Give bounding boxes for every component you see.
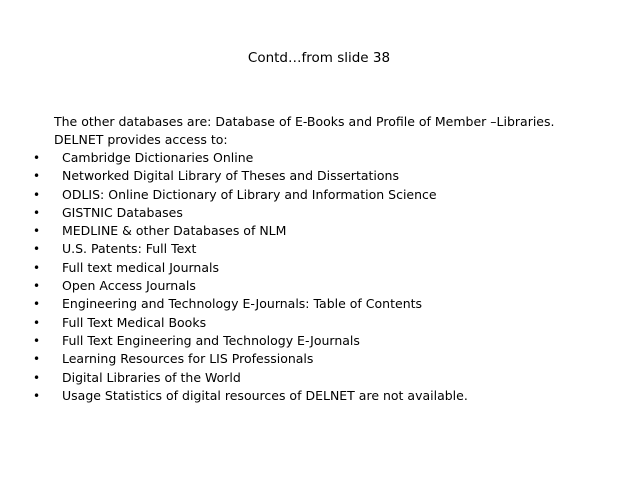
intro-text (54, 113, 554, 149)
list-item-text: Engineering and Technology E-Journals: Table of Contents (62, 296, 423, 312)
intro-line: DELNET provides access to: (54, 132, 228, 148)
bullet-icon: • (33, 315, 41, 330)
list-item-text: Usage Statistics of digital resources of DELNET are not available. (62, 387, 468, 403)
list-item-text: Open Access Journals (62, 278, 196, 294)
list-item-text: U.S. Patents: Full Text (62, 241, 197, 257)
list-item-text: Digital Libraries of the World (62, 369, 241, 385)
bullet-icon: • (33, 297, 41, 312)
bullet-icon: • (33, 260, 41, 275)
list-item-text: MEDLINE & other Databases of NLM (62, 223, 287, 239)
bullet-icon: • (33, 352, 41, 367)
intro-line: The other databases are: Database of E-Books and Profile of Member –Libraries. (54, 114, 555, 129)
bullet-icon: • (33, 279, 41, 294)
list-item-text: Networked Digital Library of Theses and Dissertations (62, 168, 399, 184)
bullet-icon: • (33, 333, 41, 348)
list-item-text: Cambridge Dictionaries Online (62, 150, 254, 165)
bullet-icon: • (33, 224, 41, 239)
bullet-icon: • (33, 370, 41, 385)
bullet-icon: • (33, 169, 41, 184)
list-item-text: Full Text Engineering and Technology E-Journals (62, 332, 360, 348)
bullet-icon: • (33, 151, 41, 165)
slide-title: Contd…from slide 38 (247, 50, 391, 66)
bullet-icon: • (33, 187, 41, 202)
bullet-icon: • (33, 205, 41, 220)
bullet-icon: • (33, 242, 41, 257)
bullet-icon: • (33, 388, 41, 403)
list-item-text: Full text medical Journals (62, 259, 219, 275)
list-item-text: ODLIS: Online Dictionary of Library and Information Science (62, 186, 437, 202)
list-item-text: Learning Resources for LIS Professionals (62, 351, 314, 367)
list-item-text: GISTNIC Databases (62, 204, 183, 220)
list-item-text: Full Text Medical Books (62, 314, 207, 330)
